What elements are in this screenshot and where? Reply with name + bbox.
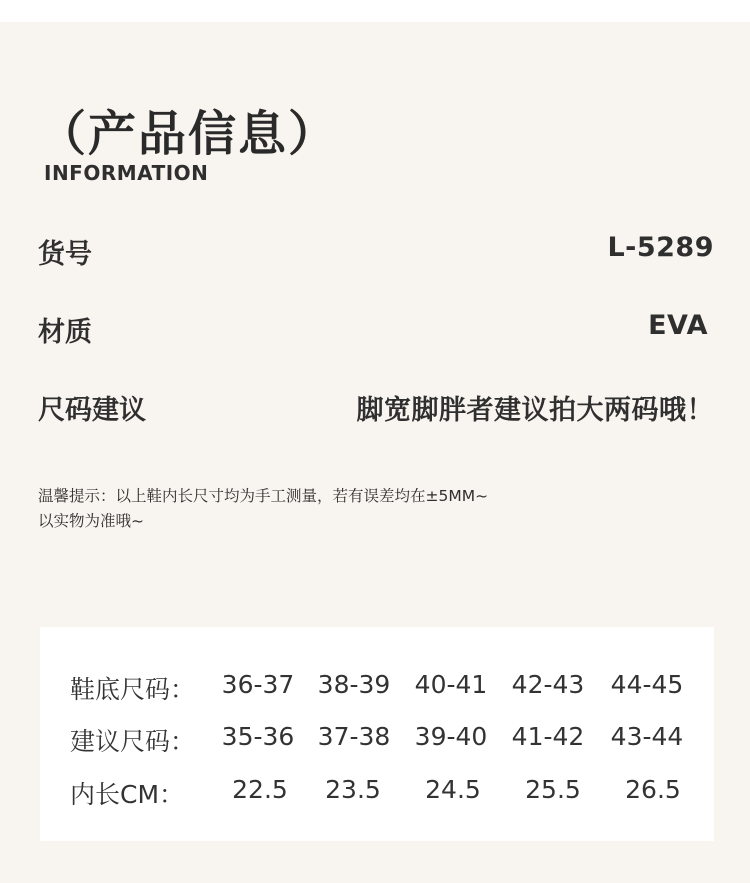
size-cell: 23.5	[325, 775, 381, 804]
size-cell: 37-38	[317, 722, 391, 751]
size-cell: 35-36	[221, 722, 295, 751]
info-label: 货号	[38, 239, 92, 270]
info-value: L-5289	[607, 232, 714, 263]
size-cell: 22.5	[232, 775, 288, 804]
size-cell: 41-42	[511, 722, 585, 751]
size-row-label: 内长CM：	[70, 780, 185, 809]
size-cell: 24.5	[425, 775, 481, 804]
size-cell: 43-44	[610, 722, 684, 751]
size-cell: 40-41	[414, 670, 488, 699]
size-cell: 42-43	[511, 670, 585, 699]
size-cell: 36-37	[221, 670, 295, 699]
info-row-material	[38, 310, 714, 350]
info-label: 尺码建议	[38, 395, 146, 426]
size-table	[40, 627, 714, 841]
page-subtitle: INFORMATION	[44, 161, 209, 185]
note-line: 温馨提示：以上鞋内长尺寸均为手工测量，若有误差均在±5MM~	[38, 487, 489, 505]
size-cell: 39-40	[414, 722, 488, 751]
size-cell: 25.5	[525, 775, 581, 804]
page-title: （产品信息）	[38, 106, 339, 162]
size-cell: 26.5	[625, 775, 681, 804]
info-row-item-number	[38, 232, 714, 272]
size-cell: 38-39	[317, 670, 391, 699]
info-label: 材质	[38, 317, 92, 348]
size-row-label: 鞋底尺码：	[70, 675, 196, 704]
size-row-suggested	[40, 722, 714, 762]
size-row-label: 建议尺码：	[70, 727, 196, 756]
size-row-inner-length	[40, 775, 714, 815]
info-value: 脚宽脚胖者建议拍大两码哦！	[356, 395, 714, 426]
size-cell: 44-45	[610, 670, 684, 699]
size-row-sole	[40, 670, 714, 710]
note-line: 以实物为准哦~	[38, 512, 144, 530]
measurement-note	[38, 484, 658, 534]
info-value: EVA	[648, 310, 708, 341]
info-row-size-advice	[38, 388, 714, 428]
